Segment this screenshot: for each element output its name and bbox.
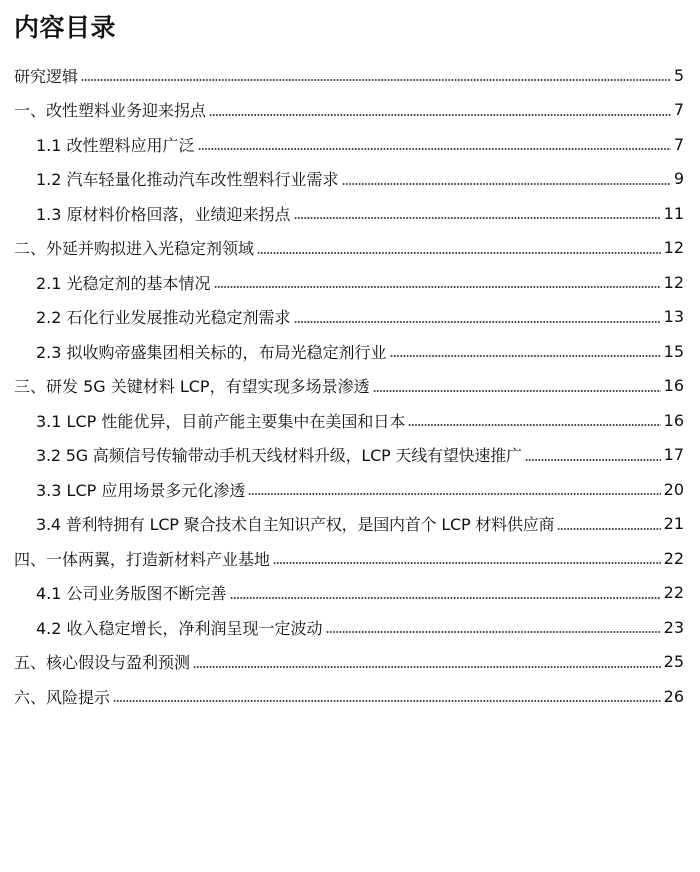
toc-entry-label: 2.1 光稳定剂的基本情况 <box>36 273 211 293</box>
toc-entry-label: 六、风险提示 <box>14 687 111 707</box>
toc-entry-2-2[interactable] <box>0 300 700 335</box>
toc-entry-label: 1.3 原材料价格回落，业绩迎来拐点 <box>36 204 291 224</box>
toc-entry-page: 7 <box>673 134 684 154</box>
toc-entry-page: 25 <box>663 652 684 672</box>
dot-leader <box>557 527 660 531</box>
toc-entry-3-4[interactable] <box>0 507 700 542</box>
toc-entry-label: 3.4 普利特拥有 LCP 聚合技术自主知识产权，是国内首个 LCP 材料供应商 <box>36 515 555 535</box>
toc-entry-1-3[interactable] <box>0 196 700 231</box>
toc-entry-label: 研究逻辑 <box>14 66 79 86</box>
toc-entry-page: 21 <box>663 514 684 534</box>
dot-leader <box>390 354 661 358</box>
toc-entry-label: 一、改性塑料业务迎来拐点 <box>14 101 207 121</box>
dot-leader <box>525 458 661 462</box>
toc-entry-label: 五、核心假设与盈利预测 <box>14 653 191 673</box>
toc-entry-page: 16 <box>663 376 684 396</box>
toc-entry-3-1[interactable] <box>0 403 700 438</box>
toc-entry-label: 三、研发 5G 关键材料 LCP，有望实现多场景渗透 <box>14 377 370 397</box>
toc-entry-page: 15 <box>663 341 684 361</box>
toc-entry-page: 7 <box>673 100 684 120</box>
toc-entry-research-logic[interactable] <box>0 58 700 93</box>
dot-leader <box>273 561 661 565</box>
dot-leader <box>408 423 660 427</box>
toc-entry-label: 2.2 石化行业发展推动光稳定剂需求 <box>36 308 291 328</box>
toc-entry-label: 1.2 汽车轻量化推动汽车改性塑料行业需求 <box>36 170 339 190</box>
toc-entry-page: 22 <box>663 548 684 568</box>
dot-leader <box>113 699 661 703</box>
toc-entry-label: 3.2 5G 高频信号传输带动手机天线材料升级，LCP 天线有望快速推广 <box>36 446 522 466</box>
toc-entry-page: 22 <box>663 583 684 603</box>
dot-leader <box>81 78 671 82</box>
toc-entry-page: 26 <box>663 686 684 706</box>
toc-entry-label: 二、外延并购拟进入光稳定剂领域 <box>14 239 255 259</box>
toc-entry-4-1[interactable] <box>0 576 700 611</box>
toc-entry-1-2[interactable] <box>0 162 700 197</box>
toc-entry-page: 17 <box>663 445 684 465</box>
toc-entry-2-1[interactable] <box>0 265 700 300</box>
toc-entry-label: 3.3 LCP 应用场景多元化渗透 <box>36 480 246 500</box>
toc-entry-section-3[interactable] <box>0 369 700 404</box>
toc-entry-page: 9 <box>673 169 684 189</box>
toc-entry-label: 2.3 拟收购帝盛集团相关标的，布局光稳定剂行业 <box>36 342 387 362</box>
dot-leader <box>230 596 661 600</box>
dot-leader <box>214 285 661 289</box>
toc-entry-label: 4.2 收入稳定增长，净利润呈现一定波动 <box>36 618 323 638</box>
dot-leader <box>294 216 661 220</box>
toc-entry-label: 四、一体两翼，打造新材料产业基地 <box>14 549 271 569</box>
toc-entry-page: 12 <box>663 238 684 258</box>
dot-leader <box>326 630 661 634</box>
dot-leader <box>193 665 661 669</box>
toc-entry-page: 13 <box>663 307 684 327</box>
toc-list <box>0 58 700 714</box>
toc-entry-page: 5 <box>673 65 684 85</box>
dot-leader <box>209 113 671 117</box>
toc-entry-3-3[interactable] <box>0 472 700 507</box>
toc-entry-section-6[interactable] <box>0 679 700 714</box>
toc-entry-page: 20 <box>663 479 684 499</box>
dot-leader <box>248 492 660 496</box>
toc-entry-section-2[interactable] <box>0 231 700 266</box>
toc-entry-label: 1.1 改性塑料应用广泛 <box>36 135 195 155</box>
toc-entry-page: 23 <box>663 617 684 637</box>
toc-entry-page: 16 <box>663 410 684 430</box>
toc-entry-label: 4.1 公司业务版图不断完善 <box>36 584 227 604</box>
toc-entry-1-1[interactable] <box>0 127 700 162</box>
dot-leader <box>342 182 671 186</box>
toc-entry-section-4[interactable] <box>0 541 700 576</box>
dot-leader <box>294 320 661 324</box>
toc-entry-page: 11 <box>663 203 684 223</box>
toc-entry-3-2[interactable] <box>0 438 700 473</box>
toc-entry-label: 3.1 LCP 性能优异，目前产能主要集中在美国和日本 <box>36 411 406 431</box>
toc-title: 内容目录 <box>14 13 117 42</box>
toc-entry-section-5[interactable] <box>0 645 700 680</box>
toc-entry-2-3[interactable] <box>0 334 700 369</box>
dot-leader <box>373 389 661 393</box>
dot-leader <box>198 147 671 151</box>
toc-entry-4-2[interactable] <box>0 610 700 645</box>
dot-leader <box>257 251 661 255</box>
toc-entry-page: 12 <box>663 272 684 292</box>
toc-entry-section-1[interactable] <box>0 93 700 128</box>
